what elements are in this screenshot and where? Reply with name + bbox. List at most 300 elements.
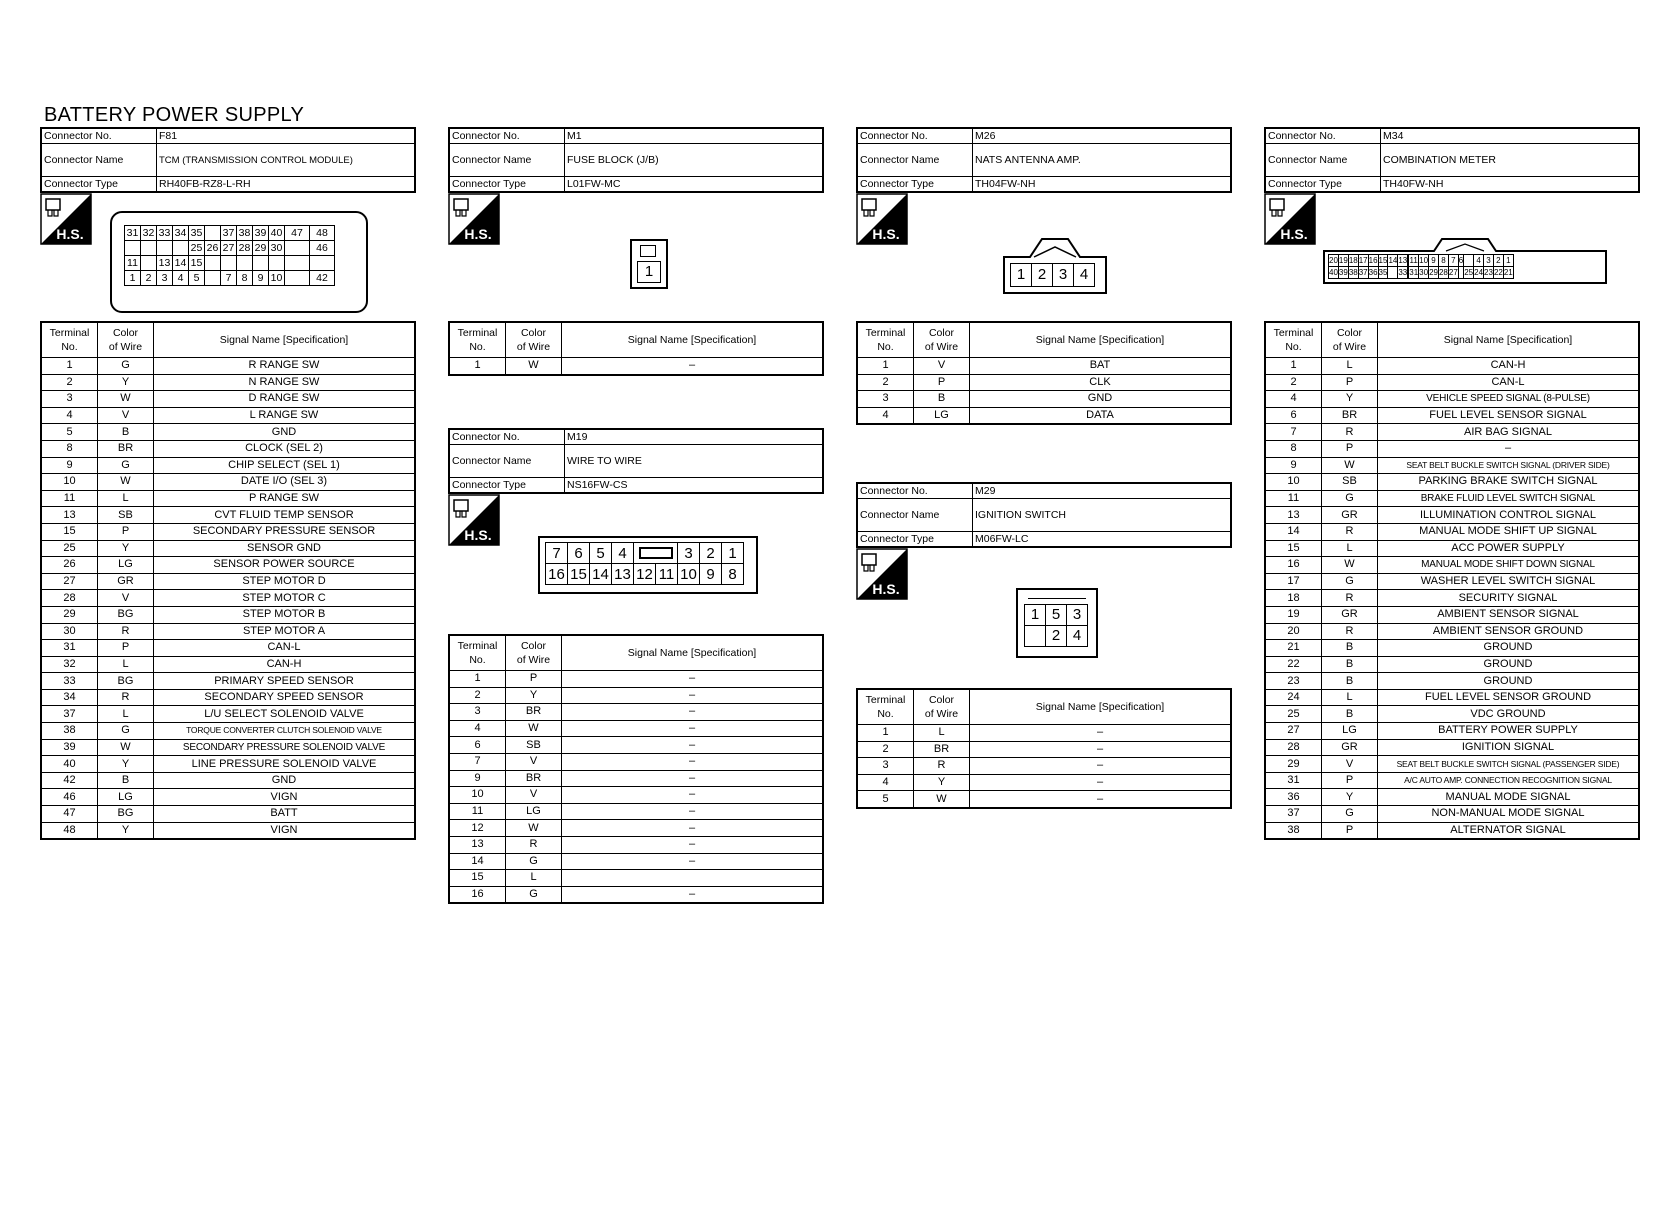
m29-connector-face <box>1016 588 1098 658</box>
table-row <box>41 706 415 723</box>
terminal-no: 10 <box>41 474 98 491</box>
signal-name: – <box>562 753 824 770</box>
wire-color: G <box>98 358 154 375</box>
connector-pin: 3 <box>678 543 700 564</box>
terminal-no: 4 <box>857 774 914 791</box>
connector-type-value: M06FW-LC <box>973 532 1232 548</box>
signal-name: CAN-L <box>154 640 416 657</box>
connector-pin: 29 <box>1429 268 1438 277</box>
wire-color: L <box>1322 540 1378 557</box>
pin-label: 1 <box>637 261 661 283</box>
wire-color-header: Color of Wire <box>98 322 154 358</box>
signal-name: PRIMARY SPEED SENSOR <box>154 673 416 690</box>
connector-name-value: TCM (TRANSMISSION CONTROL MODULE) <box>157 144 416 177</box>
table-row <box>857 407 1231 424</box>
terminal-no: 48 <box>41 822 98 839</box>
terminal-no: 6 <box>1265 407 1322 424</box>
connector-pin: 1 <box>1011 264 1032 287</box>
terminal-no: 28 <box>41 590 98 607</box>
connector-pin: 14 <box>1388 256 1398 265</box>
table-row <box>1265 424 1639 441</box>
table-row <box>1265 822 1639 839</box>
connector-type-label: Connector Type <box>1265 177 1381 193</box>
terminal-no: 37 <box>1265 806 1322 823</box>
connector-pin: 5 <box>590 543 612 564</box>
table-row <box>41 756 415 773</box>
wire-color: P <box>98 523 154 540</box>
table-row <box>449 753 823 770</box>
connector-pin: 40 <box>1329 268 1338 277</box>
connector-info-table <box>448 127 824 193</box>
signal-name: – <box>970 741 1232 758</box>
signal-name: – <box>562 671 824 688</box>
table-row <box>449 820 823 837</box>
signal-name: MANUAL MODE SHIFT UP SIGNAL <box>1378 523 1640 540</box>
signal-name: IGNITION SIGNAL <box>1378 739 1640 756</box>
signal-name: CHIP SELECT (SEL 1) <box>154 457 416 474</box>
signal-name: PARKING BRAKE SWITCH SIGNAL <box>1378 474 1640 491</box>
wire-color: G <box>98 457 154 474</box>
signal-name-header: Signal Name [Specification] <box>970 322 1232 358</box>
terminal-no: 2 <box>449 687 506 704</box>
wire-color: L <box>1322 689 1378 706</box>
table-row <box>1265 689 1639 706</box>
table-row <box>41 772 415 789</box>
svg-text:H.S.: H.S. <box>872 581 900 597</box>
terminal-no: 11 <box>1265 490 1322 507</box>
terminal-no: 13 <box>41 507 98 524</box>
table-row <box>41 358 415 375</box>
wire-color: BG <box>98 673 154 690</box>
wire-color: BR <box>914 741 970 758</box>
table-row <box>1265 640 1639 657</box>
wire-color: GR <box>1322 507 1378 524</box>
table-row <box>1265 772 1639 789</box>
signal-name: CVT FLUID TEMP SENSOR <box>154 507 416 524</box>
table-row <box>41 407 415 424</box>
connector-pin: 27 <box>221 241 237 256</box>
hs-icon <box>40 193 92 245</box>
terminal-no: 28 <box>1265 739 1322 756</box>
terminal-no: 31 <box>41 640 98 657</box>
wire-color: R <box>1322 623 1378 640</box>
wire-color: Y <box>98 540 154 557</box>
connector-type-value: RH40FB-RZ8-L-RH <box>157 177 416 193</box>
terminal-no: 47 <box>41 806 98 823</box>
connector-name-value: COMBINATION METER <box>1381 144 1640 177</box>
terminal-no: 8 <box>41 440 98 457</box>
connector-m1-panel <box>448 127 824 376</box>
signal-table <box>1264 321 1640 840</box>
table-row <box>857 391 1231 408</box>
wire-color: LG <box>98 557 154 574</box>
signal-name: A/C AUTO AMP. CONNECTION RECOGNITION SIGNAL <box>1378 772 1640 789</box>
connector-name-label: Connector Name <box>1265 144 1381 177</box>
connector-diagram <box>40 193 416 321</box>
wire-color: Y <box>506 687 562 704</box>
wire-color: L <box>98 656 154 673</box>
table-row <box>41 673 415 690</box>
connector-pin: 8 <box>237 271 253 286</box>
wire-color: P <box>1322 374 1378 391</box>
signal-name: CLOCK (SEL 2) <box>154 440 416 457</box>
signal-name: STEP MOTOR A <box>154 623 416 640</box>
wire-color: LG <box>914 407 970 424</box>
hs-icon <box>1264 193 1316 245</box>
signal-name: – <box>1378 440 1640 457</box>
wire-color-header: Color of Wire <box>506 322 562 358</box>
connector-pin: 31 <box>1409 268 1419 277</box>
table-row <box>1265 474 1639 491</box>
terminal-no: 19 <box>1265 606 1322 623</box>
signal-name: FUEL LEVEL SENSOR SIGNAL <box>1378 407 1640 424</box>
terminal-no: 9 <box>41 457 98 474</box>
m1-connector-face <box>630 239 668 289</box>
table-row <box>41 490 415 507</box>
connector-pin: 16 <box>546 564 568 585</box>
connector-pin: 9 <box>700 564 722 585</box>
signal-name: VIGN <box>154 789 416 806</box>
signal-name: SEAT BELT BUCKLE SWITCH SIGNAL (PASSENGER SIDE) <box>1378 756 1640 773</box>
table-row <box>857 774 1231 791</box>
signal-name: GND <box>154 772 416 789</box>
wire-color: W <box>1322 457 1378 474</box>
wire-color: P <box>1322 440 1378 457</box>
signal-table <box>448 321 824 376</box>
signal-name: VEHICLE SPEED SIGNAL (8-PULSE) <box>1378 391 1640 408</box>
terminal-no: 2 <box>857 741 914 758</box>
hs-badge-graphic <box>856 193 908 245</box>
terminal-no: 2 <box>857 374 914 391</box>
terminal-no: 4 <box>857 407 914 424</box>
wire-color: W <box>506 820 562 837</box>
terminal-no: 25 <box>1265 706 1322 723</box>
connector-pin <box>125 241 141 256</box>
table-row <box>449 687 823 704</box>
terminal-no: 32 <box>41 656 98 673</box>
signal-name: – <box>562 358 824 375</box>
connector-pin: 15 <box>568 564 590 585</box>
wire-color: V <box>1322 756 1378 773</box>
terminal-no: 9 <box>1265 457 1322 474</box>
wire-color: LG <box>506 803 562 820</box>
signal-name: LINE PRESSURE SOLENOID VALVE <box>154 756 416 773</box>
terminal-no: 11 <box>449 803 506 820</box>
table-row <box>1265 673 1639 690</box>
wire-color: G <box>98 723 154 740</box>
terminal-no: 27 <box>1265 723 1322 740</box>
table-row <box>41 424 415 441</box>
wire-color: V <box>506 753 562 770</box>
terminal-no: 1 <box>449 358 506 375</box>
connector-info-table <box>448 428 824 494</box>
wire-color: R <box>98 689 154 706</box>
terminal-no: 14 <box>1265 523 1322 540</box>
connector-type-value: L01FW-MC <box>565 177 824 193</box>
table-row <box>449 704 823 721</box>
signal-name: – <box>970 725 1232 742</box>
wire-color: GR <box>1322 739 1378 756</box>
connector-pin: 16 <box>1368 256 1378 265</box>
terminal-no: 1 <box>1265 358 1322 375</box>
connector-pin: 46 <box>310 241 335 256</box>
signal-name: BATTERY POWER SUPPLY <box>1378 723 1640 740</box>
connector-pin: 5 <box>189 271 205 286</box>
signal-name: SENSOR GND <box>154 540 416 557</box>
wire-color: W <box>98 391 154 408</box>
connector-pin: 22 <box>1493 268 1503 277</box>
connector-pin: 3 <box>1067 605 1088 626</box>
hs-icon <box>448 193 500 245</box>
connector-name-label: Connector Name <box>449 445 565 478</box>
wire-color: W <box>98 474 154 491</box>
connector-type-label: Connector Type <box>449 177 565 193</box>
connector-pin: 35 <box>1378 268 1388 277</box>
wire-color: P <box>506 671 562 688</box>
wire-color: B <box>1322 673 1378 690</box>
table-row <box>41 623 415 640</box>
wire-color: L <box>506 870 562 887</box>
hs-badge-graphic <box>448 193 500 245</box>
connector-name-label: Connector Name <box>857 144 973 177</box>
svg-text:H.S.: H.S. <box>464 527 492 543</box>
terminal-no: 6 <box>449 737 506 754</box>
terminal-no: 1 <box>857 725 914 742</box>
table-row <box>857 741 1231 758</box>
terminal-no: 26 <box>41 557 98 574</box>
connector-no-label: Connector No. <box>857 483 973 499</box>
terminal-no: 5 <box>857 791 914 808</box>
signal-name: FUEL LEVEL SENSOR GROUND <box>1378 689 1640 706</box>
wire-color: Y <box>1322 391 1378 408</box>
connector-pin: 7 <box>221 271 237 286</box>
svg-text:H.S.: H.S. <box>1280 226 1308 242</box>
connector-pin: 30 <box>1419 268 1429 277</box>
connector-m29-panel <box>856 482 1232 809</box>
signal-name: STEP MOTOR C <box>154 590 416 607</box>
connector-pin: 38 <box>1348 268 1358 277</box>
hs-badge-graphic <box>1264 193 1316 245</box>
terminal-no: 2 <box>1265 374 1322 391</box>
terminal-no: 16 <box>1265 557 1322 574</box>
wire-color: B <box>98 772 154 789</box>
table-row <box>1265 540 1639 557</box>
signal-name: R RANGE SW <box>154 358 416 375</box>
connector-name-value: WIRE TO WIRE <box>565 445 824 478</box>
wire-color: G <box>1322 490 1378 507</box>
wire-color: SB <box>1322 474 1378 491</box>
wire-color-header: Color of Wire <box>506 635 562 671</box>
table-row <box>449 358 823 375</box>
connector-pin: 13 <box>157 256 173 271</box>
connector-pin: 14 <box>173 256 189 271</box>
terminal-no: 7 <box>449 753 506 770</box>
terminal-no: 4 <box>449 720 506 737</box>
table-row <box>1265 573 1639 590</box>
terminal-no-header: Terminal No. <box>857 689 914 725</box>
terminal-no: 33 <box>41 673 98 690</box>
connector-info-table <box>856 127 1232 193</box>
connector-pin: 15 <box>1378 256 1388 265</box>
connector-pin: 11 <box>125 256 141 271</box>
connector-pin: 30 <box>269 241 285 256</box>
connector-pin: 5 <box>1046 605 1067 626</box>
table-row <box>41 806 415 823</box>
wire-color: P <box>1322 822 1378 839</box>
connector-pin: 29 <box>253 241 269 256</box>
terminal-no: 34 <box>41 689 98 706</box>
connector-pin: 3 <box>1484 255 1494 267</box>
connector-pin: 9 <box>1429 255 1439 267</box>
connector-diagram <box>856 548 1232 688</box>
signal-name: – <box>562 687 824 704</box>
table-row <box>1265 789 1639 806</box>
signal-name: CAN-H <box>154 656 416 673</box>
table-row <box>41 739 415 756</box>
table-row <box>1265 523 1639 540</box>
connector-pin <box>173 241 189 256</box>
connector-pin: 11 <box>1409 256 1418 265</box>
signal-name: GROUND <box>1378 673 1640 690</box>
terminal-no-header: Terminal No. <box>1265 322 1322 358</box>
signal-table <box>856 688 1232 809</box>
signal-table <box>448 634 824 904</box>
table-row <box>41 822 415 839</box>
signal-name: – <box>562 820 824 837</box>
terminal-no: 21 <box>1265 640 1322 657</box>
table-row <box>41 789 415 806</box>
signal-name: ALTERNATOR SIGNAL <box>1378 822 1640 839</box>
connector-pin: 18 <box>1348 256 1358 265</box>
connector-pin: 26 <box>205 241 221 256</box>
table-row <box>1265 557 1639 574</box>
signal-name: GROUND <box>1378 656 1640 673</box>
connector-key-slot <box>634 543 678 564</box>
signal-name: STEP MOTOR B <box>154 606 416 623</box>
signal-name: TORQUE CONVERTER CLUTCH SOLENOID VALVE <box>154 723 416 740</box>
connector-pin <box>1025 626 1046 647</box>
connector-pin: 23 <box>1484 268 1493 277</box>
connector-name-label: Connector Name <box>449 144 565 177</box>
wire-color: R <box>1322 523 1378 540</box>
table-row <box>1265 623 1639 640</box>
connector-type-value: TH40FW-NH <box>1381 177 1640 193</box>
connector-pin: 11 <box>656 564 678 585</box>
table-row <box>449 787 823 804</box>
wire-color: SB <box>98 507 154 524</box>
terminal-no-header: Terminal No. <box>449 635 506 671</box>
table-row <box>857 358 1231 375</box>
wire-color: Y <box>98 374 154 391</box>
connector-pin: 7 <box>1448 255 1458 267</box>
connector-diagram <box>856 193 1232 321</box>
signal-name: AMBIENT SENSOR SIGNAL <box>1378 606 1640 623</box>
table-row <box>1265 374 1639 391</box>
connector-pin: 10 <box>1419 256 1429 265</box>
table-row <box>1265 440 1639 457</box>
table-row <box>41 374 415 391</box>
signal-name-header: Signal Name [Specification] <box>970 689 1232 725</box>
wire-color: Y <box>914 774 970 791</box>
signal-name: AMBIENT SENSOR GROUND <box>1378 623 1640 640</box>
wire-color: LG <box>1322 723 1378 740</box>
signal-name-header: Signal Name [Specification] <box>1378 322 1640 358</box>
table-row <box>41 523 415 540</box>
connector-pin: 37 <box>1358 268 1368 277</box>
connector-diagram <box>448 494 824 634</box>
connector-pin: 20 <box>1329 256 1338 265</box>
signal-name: BATT <box>154 806 416 823</box>
hs-icon <box>856 548 908 600</box>
connector-pin: 10 <box>678 564 700 585</box>
svg-text:H.S.: H.S. <box>56 226 84 242</box>
signal-name: ILLUMINATION CONTROL SIGNAL <box>1378 507 1640 524</box>
terminal-no: 11 <box>41 490 98 507</box>
connector-pin: 2 <box>1046 626 1067 647</box>
connector-pin <box>157 241 173 256</box>
table-row <box>449 886 823 903</box>
connector-pin: 7 <box>546 543 568 564</box>
wire-color: BG <box>98 606 154 623</box>
wire-color: BG <box>98 806 154 823</box>
terminal-no: 27 <box>41 573 98 590</box>
wire-color: V <box>98 590 154 607</box>
connector-pin <box>237 256 253 271</box>
wire-color: GR <box>98 573 154 590</box>
terminal-no: 25 <box>41 540 98 557</box>
signal-name-header: Signal Name [Specification] <box>154 322 416 358</box>
signal-name: SECONDARY SPEED SENSOR <box>154 689 416 706</box>
connector-pin: 14 <box>590 564 612 585</box>
wire-color: P <box>1322 772 1378 789</box>
terminal-no: 46 <box>41 789 98 806</box>
connector-pin: 4 <box>1474 255 1484 267</box>
connector-pin: 4 <box>173 271 189 286</box>
connector-pin: 38 <box>237 226 253 241</box>
signal-name: DATA <box>970 407 1232 424</box>
wire-color-header: Color of Wire <box>914 322 970 358</box>
connector-pin <box>285 256 310 271</box>
signal-name: MANUAL MODE SHIFT DOWN SIGNAL <box>1378 557 1640 574</box>
terminal-no: 13 <box>1265 507 1322 524</box>
table-row <box>449 671 823 688</box>
connector-no-value: F81 <box>157 128 416 144</box>
table-row <box>1265 391 1639 408</box>
connector-pin: 6 <box>568 543 590 564</box>
table-row <box>1265 723 1639 740</box>
connector-name-label: Connector Name <box>857 499 973 532</box>
wire-color: P <box>98 640 154 657</box>
table-row <box>41 391 415 408</box>
wire-color: B <box>98 424 154 441</box>
terminal-no: 5 <box>41 424 98 441</box>
terminal-no: 38 <box>1265 822 1322 839</box>
connector-pin: 1 <box>722 543 744 564</box>
connector-pin: 4 <box>612 543 634 564</box>
terminal-no-header: Terminal No. <box>857 322 914 358</box>
table-row <box>41 474 415 491</box>
signal-name: DATE I/O (SEL 3) <box>154 474 416 491</box>
connector-m34-panel <box>1264 127 1640 840</box>
connector-type-label: Connector Type <box>41 177 157 193</box>
table-row <box>41 540 415 557</box>
wire-color: R <box>1322 424 1378 441</box>
wire-color: LG <box>98 789 154 806</box>
connector-pin: 21 <box>1503 268 1513 277</box>
terminal-no: 22 <box>1265 656 1322 673</box>
terminal-no: 7 <box>1265 424 1322 441</box>
connector-pin: 8 <box>1438 255 1448 267</box>
